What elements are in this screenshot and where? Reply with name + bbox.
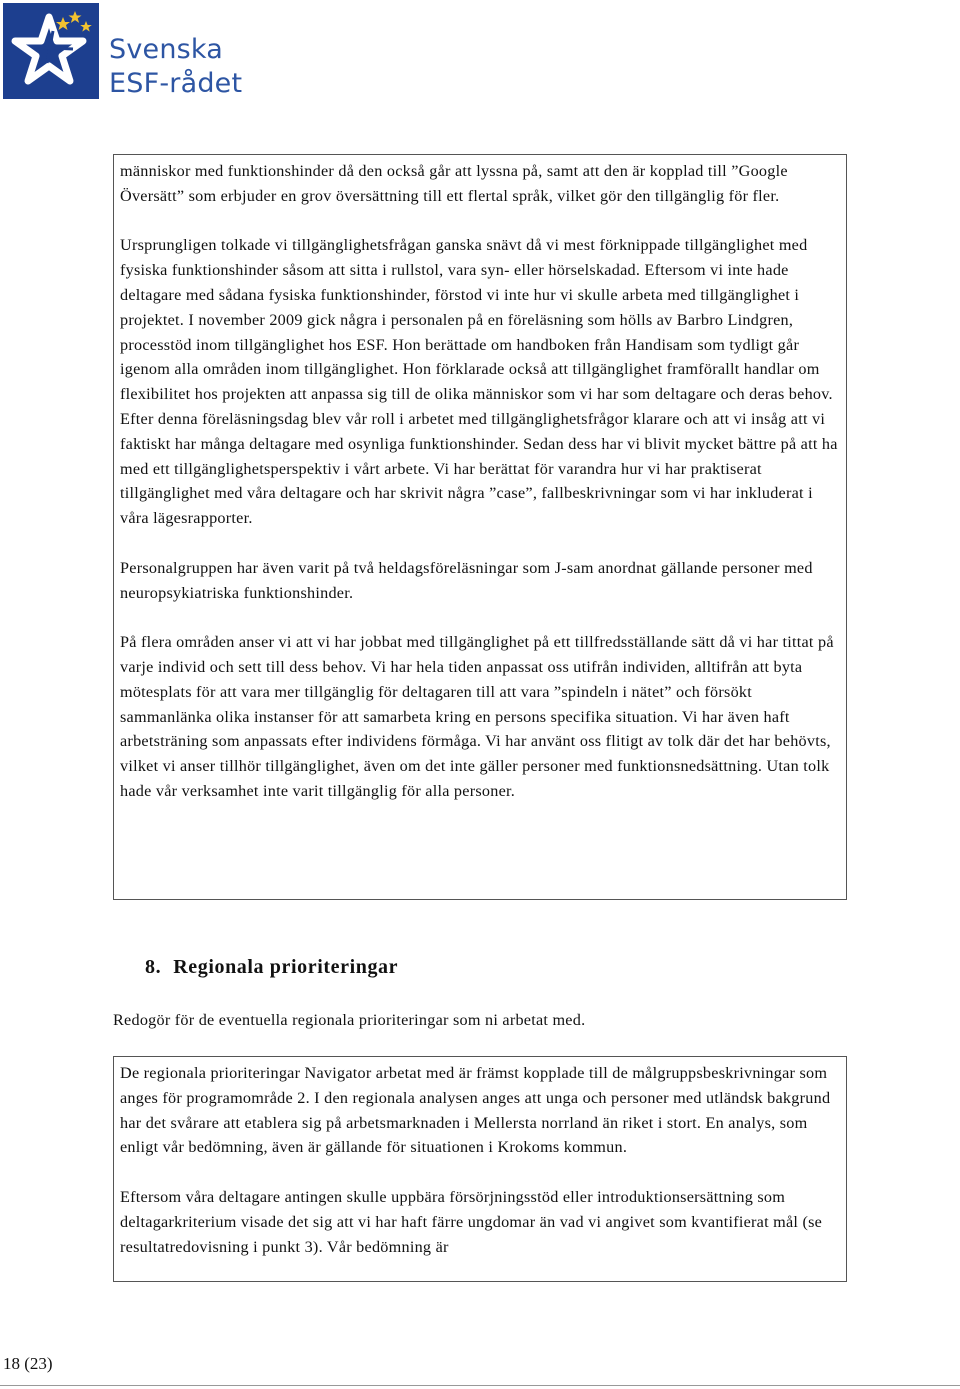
text-box-accessibility: [113, 154, 847, 900]
paragraph: Eftersom våra deltagare antingen skulle uppbära försörjningsstöd eller introduktionsersättning som deltagarkriterium visade det sig att vi har haft färre ungdomar än vad vi angivet som kvantifierat mål (se resultatredovisning i punkt 3). Vår bedömning är: [120, 1187, 823, 1256]
star-logo-icon: [3, 3, 99, 99]
logo-line-1: Svenska: [109, 34, 224, 65]
paragraph: människor med funktionshinder då den också går att lyssna på, samt att den är kopplad till ”Google Översätt” som erbjuder en grov översättning till ett flertal språk, vilket gör den tillgänglig för fler.: [120, 162, 788, 205]
text-box-regional: [113, 1056, 847, 1282]
section-instruction: Redogör för de eventuella regionala prioriteringar som ni arbetat med.: [113, 1011, 586, 1029]
section-number: 8.: [145, 956, 162, 978]
footer-divider: [0, 1385, 960, 1386]
logo-line-2: ESF-rådet: [109, 68, 243, 99]
page-number: 18 (23): [3, 1354, 53, 1373]
paragraph: Ursprungligen tolkade vi tillgänglighetsfrågan ganska snävt då vi mest förknippade tillgänglighet med fysiska funktionshinder såsom att sitta i rullstol, vara syn- eller hörselskadad. Eftersom vi inte hade deltagare med sådana fysiska funktionshinder, förstod vi inte hur vi skulle arbeta med tillgänglighet i projektet. I november 2009 gick några i personalen på en föreläsning som hölls av Barbro Lindgren, processtöd inom tillgänglighet hos ESF. Hon berättade om handboken från Handisam som tydligt går igenom alla områden inom tillgänglighet. Hon förklarade också att tillgänglighet framförallt handlar om flexibilitet hos projekten att anpassa sig till de olika människor som vi har som deltagare och deras behov. Efter denna föreläsningsdag blev vår roll i arbetet med tillgänglighetsfrågor klarare och att vi insåg att vi faktiskt har många deltagare med osynliga funktionshinder. Sedan dess har vi blivit mycket bättre på att ha med ett tillgänglighetsperspektiv i vårt arbete. Vi har berättat för varandra hur vi har praktiserat tillgänglighet med våra deltagare och har skrivit några ”case”, fallbeskrivningar som vi har inkluderat i våra lägesrapporter.: [120, 236, 838, 528]
logo-wordmark: [109, 33, 242, 101]
paragraph: Personalgruppen har även varit på två heldagsföreläsningar som J-sam anordnat gällande personer med neuropsykiatriska funktionshinder.: [120, 558, 813, 602]
section-title: Regionala prioriteringar: [173, 956, 399, 978]
section-heading: [145, 956, 398, 979]
paragraph: På flera områden anser vi att vi har jobbat med tillgänglighet på ett tillfredsställande sätt då vi har tittat på varje individ och sett till dess behov. Vi har hela tiden anpassat oss utifrån individen, alltifrån att byta mötesplats för att vara mer tillgänglig för deltagaren till att vara ”spindeln i nätet” och försökt sammanlänka olika instanser för att samarbeta kring en persons specifika situation. Vi har även haft arbetsträning som anpassats efter individens förmåga. Vi har använt oss flitigt av tolk där det har behövts, vilket vi anser tillhör tillgänglighet, även om det inte gäller personer med funktionsnedsättning. Utan tolk hade vår verksamhet inte varit tillgänglig för alla personer.: [120, 633, 834, 800]
esf-logo: [3, 3, 243, 99]
paragraph: De regionala prioriteringar Navigator arbetat med är främst kopplade till de målgruppsbeskrivningar som anges för programområde 2. I den regionala analysen anges att unga och personer med utländsk bakgrund har det svårare att etablera sig på arbetsmarknaden i Mellersta norrland än riket i stort. En analys, som enligt vår bedömning, även är gällande för situationen i Krokoms kommun.: [120, 1064, 831, 1157]
